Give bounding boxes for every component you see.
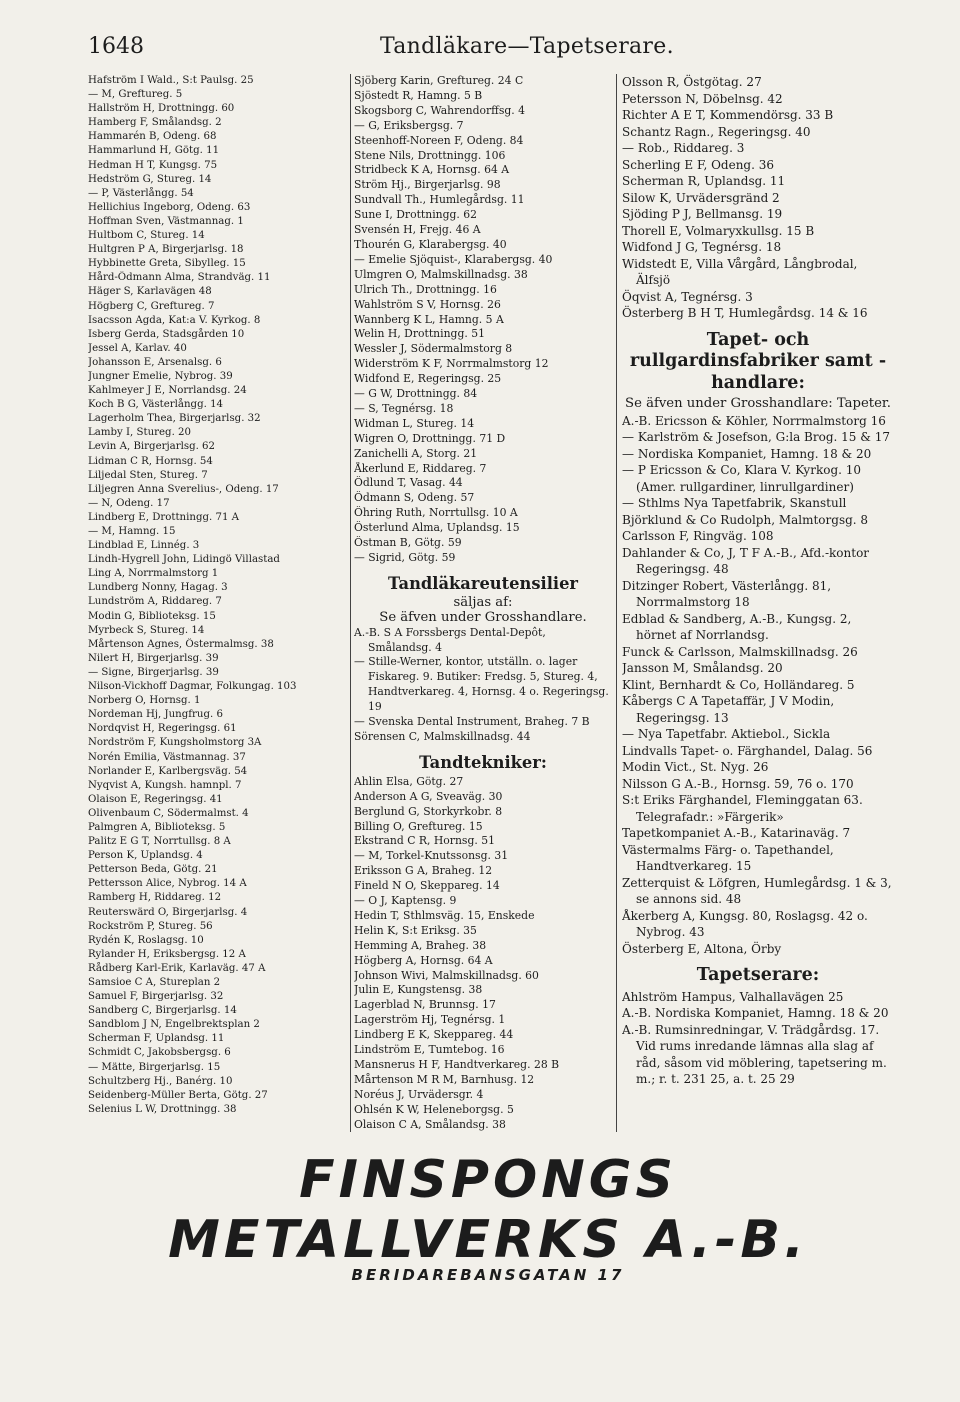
listing-entry: — Stille-Werner, kontor, utställn. o. lager Fiskareg. 9. Butiker: Fredsg. 5, Stureg. 4, Handtverkareg. 4, Hornsg. 4 o. Regeringsg. 19 bbox=[354, 655, 609, 714]
listing-entry: Thorell E, Volmaryxkullsg. 15 B bbox=[622, 223, 815, 238]
listing-entry: Berglund G, Storkyrkobr. 8 bbox=[354, 804, 503, 818]
listing-entry: Petterson Beda, Götg. 21 bbox=[88, 864, 218, 876]
listing-entry: Rydén K, Roslagsg. 10 bbox=[88, 934, 204, 946]
listing-entry: Hultbom C, Stureg. 14 bbox=[88, 230, 205, 242]
listing-entry: Scherman F, Uplandsg. 11 bbox=[88, 1033, 225, 1045]
listing-entry: Lidman C R, Hornsg. 54 bbox=[88, 455, 213, 467]
listing-entry: S:t Eriks Färghandel, Fleminggatan 63. Telegrafadr.: »Färgerik» bbox=[622, 793, 863, 824]
listing-entry: Mårtenson Agnes, Östermalmsg. 38 bbox=[88, 638, 274, 650]
listing-entry: — Nya Tapetfabr. Aktiebol., Sickla bbox=[622, 727, 831, 741]
listing-entry: Koch B G, Västerlångg. 14 bbox=[88, 399, 224, 411]
listing-entry: Schantz Ragn., Regeringsg. 40 bbox=[622, 124, 811, 139]
listing-entry: Sjöding P J, Bellmansg. 19 bbox=[622, 207, 783, 221]
listing-entry: Häger S, Karlavägen 48 bbox=[88, 286, 212, 298]
listing-group bbox=[354, 74, 612, 566]
listing-entry: Norberg O, Hornsg. 1 bbox=[88, 695, 201, 707]
listing-entry: — Sthlms Nya Tapetfabrik, Skanstull bbox=[622, 496, 847, 510]
listing-entry: — Sigrid, Götg. 59 bbox=[354, 551, 456, 564]
listing-entry: Ramberg H, Riddareg. 12 bbox=[88, 892, 222, 904]
advertisement bbox=[88, 1150, 888, 1284]
listing-entry: — Karlström & Josefson, G:la Brog. 15 & 17 bbox=[622, 430, 890, 444]
listing-entry: Ahlström Hampus, Valhallavägen 25 bbox=[622, 989, 844, 1004]
listing-entry: Widstedt E, Villa Vårgård, Långbrodal, Älfsjö bbox=[622, 256, 858, 287]
listing-entry: Norlander E, Karlbergsväg. 54 bbox=[88, 765, 248, 777]
section-subheading: säljas af: bbox=[453, 594, 513, 610]
listing-entry: — Svenska Dental Instrument, Braheg. 7 B bbox=[354, 715, 590, 729]
listing-entry: — Emelie Sjöquist-, Klarabergsg. 40 bbox=[354, 252, 553, 266]
listing-entry: Edblad & Sandberg, A.-B., Kungsg. 2, hörnet af Norrlandsg. bbox=[622, 611, 852, 642]
listing-entry: Nyqvist A, Kungsh. hamnpl. 7 bbox=[88, 779, 242, 791]
listing-entry: Österberg E, Altona, Örby bbox=[622, 941, 782, 956]
listing-entry: Rådberg Karl-Erik, Karlaväg. 47 A bbox=[88, 962, 266, 974]
listing-entry: Carlsson F, Ringväg. 108 bbox=[622, 529, 774, 543]
listing-entry: Hedin T, Sthlmsväg. 15, Enskede bbox=[354, 908, 535, 922]
listing-entry: — G, Eriksbergsg. 7 bbox=[354, 118, 464, 132]
listing-entry: Österlund Alma, Uplandsg. 15 bbox=[354, 521, 520, 535]
listing-entry: Widfond E, Regeringsg. 25 bbox=[354, 372, 502, 386]
listing-entry: Lamby I, Stureg. 20 bbox=[88, 427, 192, 439]
listing-entry: Lundberg Nonny, Hagag. 3 bbox=[88, 582, 228, 594]
listing-entry: — Signe, Birgerjarlsg. 39 bbox=[88, 666, 219, 678]
listing-entry: Lindberg E K, Skeppareg. 44 bbox=[354, 1028, 514, 1042]
listing-entry: Isacsson Agda, Kat:a V. Kyrkog. 8 bbox=[88, 314, 261, 326]
listing-entry: — Rob., Riddareg. 3 bbox=[622, 141, 745, 155]
listing-entry: Lundström A, Riddareg. 7 bbox=[88, 596, 222, 608]
listing-entry: Welin H, Drottningg. 51 bbox=[354, 327, 485, 341]
column-rule bbox=[616, 74, 617, 1132]
listing-entry: Modin Vict., St. Nyg. 26 bbox=[622, 760, 769, 774]
listing-entry: Samsioe C A, Stureplan 2 bbox=[88, 977, 221, 988]
listing-entry: Ohlsén K W, Heleneborgsg. 5 bbox=[354, 1102, 514, 1116]
listing-entry: Jessel A, Karlav. 40 bbox=[88, 342, 187, 354]
listing-entry: — N, Odeng. 17 bbox=[88, 497, 170, 509]
listing-entry: Eriksson G A, Braheg. 12 bbox=[354, 864, 493, 878]
listing-entry: Ahlin Elsa, Götg. 27 bbox=[354, 774, 464, 788]
listing-entry: Jungner Emelie, Nybrog. 39 bbox=[88, 370, 233, 382]
listing-entry: Myrbeck S, Stureg. 14 bbox=[88, 624, 205, 636]
listing-entry: Ulrich Th., Drottningg. 16 bbox=[354, 282, 497, 296]
listing-entry: Jansson M, Smålandsg. 20 bbox=[622, 661, 783, 675]
listing-entry: Rockström P, Stureg. 56 bbox=[88, 920, 213, 932]
listing-group bbox=[622, 413, 894, 958]
listing-entry: Högberg A, Hornsg. 64 A bbox=[354, 953, 493, 967]
listing-entry: Mårtenson M R M, Barnhusg. 12 bbox=[354, 1072, 535, 1086]
listing-entry: Modin G, Biblioteksg. 15 bbox=[88, 610, 216, 622]
listing-entry: Östman B, Götg. 59 bbox=[354, 536, 462, 550]
listing-entry: Lindström E, Tumtebog. 16 bbox=[354, 1043, 505, 1057]
listing-entry: Johnson Wivi, Malmskillnadsg. 60 bbox=[354, 968, 539, 982]
listing-entry: — S, Tegnérsg. 18 bbox=[354, 401, 454, 415]
listing-entry: Wahlström S V, Hornsg. 26 bbox=[354, 297, 501, 311]
listing-entry: Reuterswärd O, Birgerjarlsg. 4 bbox=[88, 906, 248, 918]
listing-entry: Sörensen C, Malmskillnadsg. 44 bbox=[354, 729, 531, 743]
listing-entry: Hammarén B, Odeng. 68 bbox=[88, 131, 217, 143]
listing-entry: Funck & Carlsson, Malmskillnadsg. 26 bbox=[622, 644, 858, 659]
listing-entry: Schmidt C, Jakobsbergsg. 6 bbox=[88, 1047, 231, 1059]
listing-entry: Stridbeck K A, Hornsg. 64 A bbox=[354, 163, 510, 177]
listing-entry: Nordström F, Kungsholmstorg 3A bbox=[88, 737, 262, 749]
listing-entry: Pettersson Alice, Nybrog. 14 A bbox=[88, 878, 247, 890]
listing-entry: Lindvalls Tapet- o. Färghandel, Dalag. 56 bbox=[622, 743, 873, 758]
listing-entry: Richter A E T, Kommendörsg. 33 B bbox=[622, 108, 834, 122]
listing-entry: — P, Västerlångg. 54 bbox=[88, 187, 194, 199]
listing-entry: Ödlund T, Vasag. 44 bbox=[354, 476, 463, 490]
listing-entry: Ulmgren O, Malmskillnadsg. 38 bbox=[354, 267, 528, 281]
listing-entry: Hemming A, Braheg. 38 bbox=[354, 938, 487, 952]
listing-entry: Scherling E F, Odeng. 36 bbox=[622, 157, 774, 172]
listing-entry: — M, Torkel-Knutssonsg. 31 bbox=[354, 849, 509, 863]
listing-entry: Öqvist A, Tegnérsg. 3 bbox=[622, 289, 753, 304]
section-heading-tapet: Tapet- och rullgardinsfabriker samt -handlare: bbox=[629, 329, 887, 393]
listing-entry: Åkerberg A, Kungsg. 80, Roslagsg. 42 o. Nybrog. 43 bbox=[622, 908, 868, 939]
listing-entry: Österberg B H T, Humlegårdsg. 14 & 16 bbox=[622, 306, 868, 320]
section-heading-tandtekniker: Tandtekniker: bbox=[419, 752, 547, 772]
listing-entry: Ödmann S, Odeng. 57 bbox=[354, 491, 475, 505]
listing-entry: Olaison C A, Smålandsg. 38 bbox=[354, 1117, 506, 1131]
advertisement-address: BERIDAREBANSGATAN 17 bbox=[351, 1266, 625, 1284]
column-1 bbox=[88, 74, 350, 1117]
listing-entry: Hammarlund H, Götg. 11 bbox=[88, 145, 220, 157]
listing-entry: Norén Emilia, Västmannag. 37 bbox=[88, 751, 246, 763]
listing-entry: Klint, Bernhardt & Co, Holländareg. 5 bbox=[622, 677, 855, 692]
listing-entry: Ditzinger Robert, Västerlångg. 81, Norrmalmstorg 18 bbox=[622, 578, 832, 609]
listing-entry: Hård-Ödmann Alma, Strandväg. 11 bbox=[88, 272, 271, 284]
column-rule bbox=[350, 74, 351, 1132]
listing-entry: Sandberg C, Birgerjarlsg. 14 bbox=[88, 1005, 237, 1017]
listing-entry: Sjöberg Karin, Greftureg. 24 C bbox=[354, 74, 524, 87]
listing-entry: A.-B. S A Forssbergs Dental-Depôt, Smålandsg. 4 bbox=[354, 625, 546, 654]
listing-entry: Lindh-Hygrell John, Lidingö Villastad bbox=[88, 554, 280, 566]
listing-entry: Fineld N O, Skeppareg. 14 bbox=[354, 879, 500, 893]
listing-entry: Hallström H, Drottningg. 60 bbox=[88, 103, 235, 115]
listing-entry: Zanichelli A, Storg. 21 bbox=[354, 446, 478, 460]
listing-entry: Mansnerus H F, Handtverkareg. 28 B bbox=[354, 1058, 560, 1071]
listing-entry: — M, Hamng. 15 bbox=[88, 526, 176, 537]
listing-entry: Isberg Gerda, Stadsgården 10 bbox=[88, 328, 245, 340]
listing-entry: Schultzberg Hj., Banérg. 10 bbox=[88, 1075, 233, 1087]
listing-entry: Nordeman Hj, Jungfrug. 6 bbox=[88, 709, 223, 721]
listing-entry: Widman L, Stureg. 14 bbox=[354, 416, 475, 430]
listing-entry: Thourén G, Klarabergsg. 40 bbox=[354, 237, 507, 251]
section-note: Se äfven under Grosshandlare: Tapeter. bbox=[625, 396, 891, 411]
page-number: 1648 bbox=[88, 34, 144, 59]
listing-entry: — P Ericsson & Co, Klara V. Kyrkog. 10 (Amer. rullgardiner, linrullgardiner) bbox=[622, 463, 862, 494]
listing-entry: Hybbinette Greta, Sibylleg. 15 bbox=[88, 258, 246, 270]
column-2 bbox=[354, 74, 612, 1133]
listing-entry: Västermalms Färg- o. Tapethandel, Handtverkareg. 15 bbox=[622, 842, 834, 873]
listing-entry: Petersson N, Döbelnsg. 42 bbox=[622, 91, 783, 106]
listing-entry: Person K, Uplandsg. 4 bbox=[88, 850, 203, 862]
listing-entry: Lindberg E, Drottningg. 71 A bbox=[88, 511, 240, 523]
listing-entry: Julin E, Kungstensg. 38 bbox=[354, 983, 483, 997]
listing-entry: Sandblom J N, Engelbrektsplan 2 bbox=[88, 1019, 260, 1031]
listing-entry: Liljedal Sten, Stureg. 7 bbox=[88, 469, 208, 481]
listing-entry: Stene Nils, Drottningg. 106 bbox=[354, 148, 506, 162]
listing-entry: Hultgren P A, Birgerjarlsg. 18 bbox=[88, 244, 244, 256]
listing-entry: Åkerlund E, Riddareg. 7 bbox=[354, 461, 487, 475]
listing-entry: Lagerström Hj, Tegnérsg. 1 bbox=[354, 1013, 506, 1027]
page-header bbox=[88, 34, 900, 70]
listing-entry: Wessler J, Södermalmstorg 8 bbox=[354, 342, 513, 356]
listing-entry: Kåbergs C A Tapetaffär, J V Modin, Regeringsg. 13 bbox=[622, 694, 835, 725]
listing-group bbox=[354, 775, 612, 1133]
listing-entry: Hedman H T, Kungsg. 75 bbox=[88, 159, 218, 171]
listing-entry: Hedström G, Stureg. 14 bbox=[88, 173, 212, 185]
listing-entry: Björklund & Co Rudolph, Malmtorgsg. 8 bbox=[622, 512, 869, 527]
listing-entry: Nordqvist H, Regeringsg. 61 bbox=[88, 723, 237, 735]
listing-entry: Samuel F, Birgerjarlsg. 32 bbox=[88, 991, 224, 1003]
listing-entry: Liljegren Anna Sverelius-, Odeng. 17 bbox=[88, 483, 279, 495]
listing-entry: Dahlander & Co, J, T F A.-B., Afd.-kontor Regeringsg. 48 bbox=[622, 545, 870, 576]
listing-entry: Lagerblad N, Brunnsg. 17 bbox=[354, 998, 496, 1012]
listing-entry: Olivenbaum C, Södermalmst. 4 bbox=[88, 807, 249, 819]
listing-entry: Wannberg K L, Hamng. 5 A bbox=[354, 312, 504, 326]
section-note: Se äfven under Grosshandlare. bbox=[379, 609, 587, 625]
listing-entry: Rylander H, Eriksbergsg. 12 A bbox=[88, 948, 246, 960]
listing-entry: Seidenberg-Müller Berta, Götg. 27 bbox=[88, 1089, 268, 1101]
listing-entry: Widerström K F, Norrmalmstorg 12 bbox=[354, 357, 549, 371]
listing-entry: Tapetkompaniet A.-B., Katarinaväg. 7 bbox=[622, 826, 851, 840]
listing-entry: — G W, Drottningg. 84 bbox=[354, 387, 478, 401]
listing-entry: Skogsborg C, Wahrendorffsg. 4 bbox=[354, 103, 526, 117]
listing-entry: Högberg C, Greftureg. 7 bbox=[88, 300, 215, 312]
listing-entry: Svensén H, Frejg. 46 A bbox=[354, 223, 481, 237]
listing-entry: Helin K, S:t Eriksg. 35 bbox=[354, 923, 477, 937]
listing-entry: Anderson A G, Sveaväg. 30 bbox=[354, 789, 503, 803]
listing-group bbox=[354, 626, 612, 745]
listing-entry: Öhring Ruth, Norrtullsg. 10 A bbox=[354, 506, 518, 520]
listing-entry: Ekstrand C R, Hornsg. 51 bbox=[354, 834, 495, 848]
listing-group bbox=[622, 989, 894, 1088]
listing-entry: Nilson-Vickhoff Dagmar, Folkungag. 103 bbox=[88, 681, 297, 693]
section-heading-tandlakareutensilier: Tandläkareutensilier bbox=[387, 573, 579, 593]
listing-entry: Kahlmeyer J E, Norrlandsg. 24 bbox=[88, 385, 247, 397]
listing-entry: Billing O, Greftureg. 15 bbox=[354, 819, 483, 833]
listing-entry: Lindblad E, Linnég. 3 bbox=[88, 540, 200, 552]
listing-entry: Sune I, Drottningg. 62 bbox=[354, 208, 478, 222]
listing-entry: Selenius L W, Drottningg. 38 bbox=[88, 1103, 237, 1115]
listing-entry: — Mätte, Birgerjarlsg. 15 bbox=[88, 1061, 221, 1073]
listing-entry: Johansson E, Arsenalsg. 6 bbox=[88, 356, 222, 368]
listing-entry: Scherman R, Uplandsg. 11 bbox=[622, 174, 786, 188]
column-3 bbox=[622, 74, 894, 1088]
listing-entry: Olaison E, Regeringsg. 41 bbox=[88, 793, 223, 805]
listing-entry: Noréus J, Urvädersgr. 4 bbox=[354, 1087, 484, 1101]
listing-entry: — Nordiska Kompaniet, Hamng. 18 & 20 bbox=[622, 446, 872, 461]
listing-entry: Hamberg F, Smålandsg. 2 bbox=[88, 117, 222, 129]
listing-entry: Sundvall Th., Humlegårdsg. 11 bbox=[354, 193, 525, 207]
running-head: Tandläkare—Tapetserare. bbox=[380, 34, 674, 59]
listing-entry: Silow K, Urvädersgränd 2 bbox=[622, 190, 780, 205]
listing-entry: Nilsson G A.-B., Hornsg. 59, 76 o. 170 bbox=[622, 776, 854, 791]
listing-entry: Ström Hj., Birgerjarlsg. 98 bbox=[354, 178, 501, 192]
listing-entry: Levin A, Birgerjarlsg. 62 bbox=[88, 441, 216, 453]
listing-entry: A.-B. Ericsson & Köhler, Norrmalmstorg 16 bbox=[622, 413, 886, 428]
listing-entry: Hafström I Wald., S:t Paulsg. 25 bbox=[88, 75, 254, 86]
listing-entry: — M, Greftureg. 5 bbox=[88, 89, 183, 101]
listing-entry: Widfond J G, Tegnérsg. 18 bbox=[622, 240, 782, 254]
listing-entry: Palmgren A, Biblioteksg. 5 bbox=[88, 821, 226, 833]
listing-entry: Sjöstedt R, Hamng. 5 B bbox=[354, 88, 483, 102]
listing-entry: Wigren O, Drottningg. 71 D bbox=[354, 431, 506, 445]
listing-entry: Zetterquist & Löfgren, Humlegårdsg. 1 & 3, se annons sid. 48 bbox=[622, 875, 892, 906]
listing-entry: Nilert H, Birgerjarlsg. 39 bbox=[88, 652, 219, 664]
listing-entry: Steenhoff-Noreen F, Odeng. 84 bbox=[354, 133, 524, 147]
listing-entry: Hoffman Sven, Västmannag. 1 bbox=[88, 215, 244, 227]
listing-entry: Palitz E G T, Norrtullsg. 8 A bbox=[88, 836, 231, 848]
listing-entry: Hellichius Ingeborg, Odeng. 63 bbox=[88, 201, 251, 213]
listing-group bbox=[622, 74, 894, 322]
listing-entry: Olsson R, Östgötag. 27 bbox=[622, 75, 762, 89]
advertisement-title: FINSPONGS METALLVERKS A.-B. bbox=[168, 1150, 808, 1270]
section-heading-tapetserare: Tapetserare: bbox=[696, 965, 820, 985]
listing-entry: Ling A, Norrmalmstorg 1 bbox=[88, 568, 219, 580]
listing-entry: — O J, Kaptensg. 9 bbox=[354, 894, 457, 908]
listing-entry: A.-B. Nordiska Kompaniet, Hamng. 18 & 20 bbox=[622, 1006, 889, 1020]
listing-entry: Lagerholm Thea, Birgerjarlsg. 32 bbox=[88, 413, 261, 425]
listing-entry: A.-B. Rumsinredningar, V. Trädgårdsg. 17. Vid rums inredande lämnas alla slag af råd, såsom vid möblering, tapetsering m. m.; r. t. 231 25, a. t. 25 29 bbox=[622, 1022, 887, 1086]
